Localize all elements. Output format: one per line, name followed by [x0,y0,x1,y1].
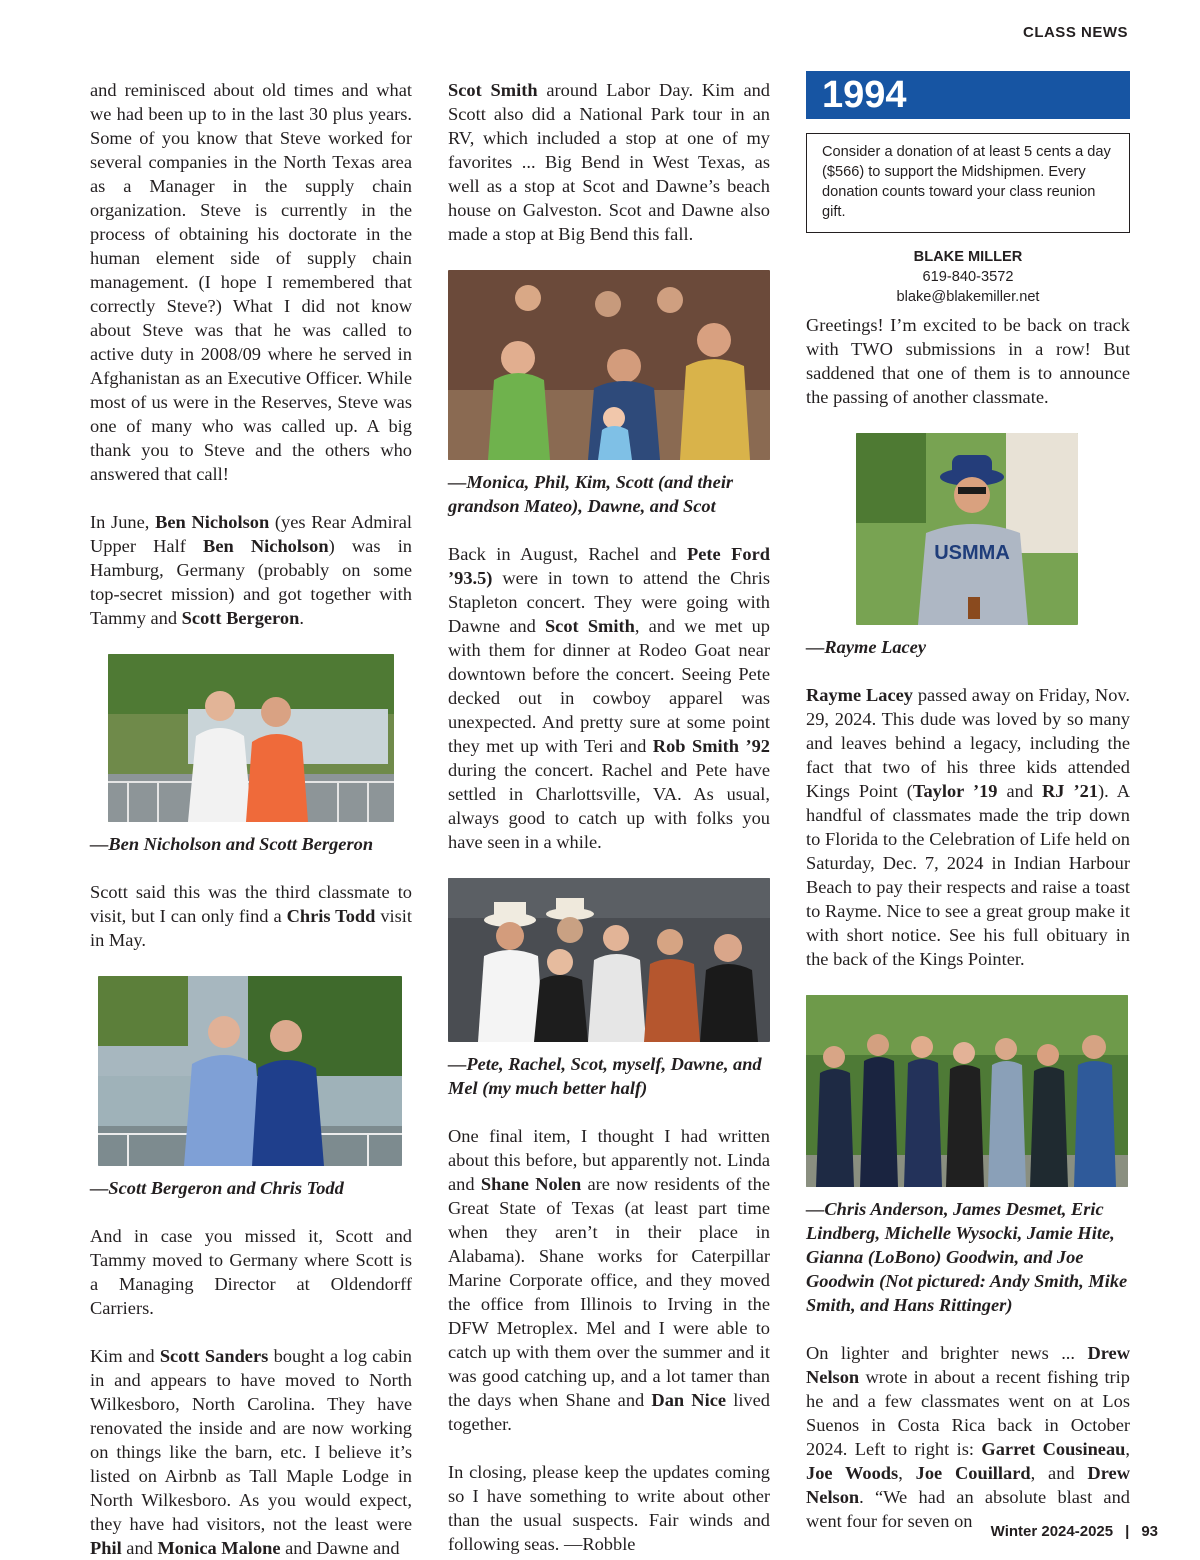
photo-caption-2: —Scott Bergeron and Chris Todd [90,1178,344,1198]
photo-concert-group [448,878,770,1042]
col1-paragraph-5: Kim and Scott Sanders bought a log cabin in and appears to have moved to North Wilkesboro, North Carolina. They have renovated the inside and are now working on things like the barn, etc. I believe it’s listed on Airbnb as Tall Maple Lodge in North Wilkesboro. As you would expect, they have had visitors, not the least were Phil and Monica Malone and Dawne and [90,1346,412,1558]
col2-paragraph-4: In closing, please keep the updates coming so I have something to write about other than the usual suspects. Fair winds and following seas. —Robble [448,1462,770,1554]
section-label: CLASS NEWS [1022,24,1128,41]
col1-paragraph-2: In June, Ben Nicholson (yes Rear Admiral Upper Half Ben Nicholson) was in Hamburg, Germany (probably on some top-secret mission) and got together with Tammy and Scott Bergeron. [90,512,413,628]
photo-nicholson-bergeron [108,654,394,822]
column-2 [448,78,770,1556]
col2-paragraph-1: Scot Smith around Labor Day. Kim and Scott also did a National Park tour in an RV, which included a stop at one of my favorites ... Big Bend in West Texas, as well as a stop at Scot and Dawne’s beach house on Galveston. Scot and Dawne also made a stop at Big Bend this fall. [448,80,770,244]
class-correspondent-contact [806,247,1130,307]
donation-notice: Consider a donation of at least 5 cents a day ($566) to support the Midshipmen. Every donation counts toward your class reunion gift. [806,133,1130,233]
col3-paragraph-2: Rayme Lacey passed away on Friday, Nov. 29, 2024. This dude was loved by so many and leaves behind a legacy, including the fact that two of his three kids attended Kings Point (Taylor ’19 and RJ ’21). A handful of classmates made the trip down to Florida to the Celebration of Life held on Saturday, Dec. 7, 2024 in Indian Harbour Beach to pay their respects and raise a toast to Rayme. Nice to see a great group make it with short notice. See his full obituary in the back of the Kings Pointer. [806,685,1131,969]
photo-caption-4: —Pete, Rachel, Scot, myself, Dawne, and Mel (my much better half) [448,1054,762,1098]
column-3 [806,71,1130,1533]
photo-caption-5: —Rayme Lacey [806,637,926,657]
photo-caption-6: —Chris Anderson, James Desmet, Eric Lindberg, Michelle Wysocki, Jamie Hite, Gianna (LoBono) Goodwin, and Joe Goodwin (Not pictured: Andy Smith, Mike Smith, and Hans Rittinger) [806,1199,1128,1315]
col2-paragraph-3: One final item, I thought I had written about this before, but apparently not. Linda and Shane Nolen are now residents of the Great State of Texas (at least part time when they aren’t in their place in Alabama). Shane works for Caterpillar Marine Corporate office, and they moved the office from Illinois to Irving in the DFW Metroplex. Mel and I were able to catch up with them over the summer and it was good catching up, and a lot tamer than the days when Shane and Dan Nice lived together. [448,1126,770,1434]
issue-label: Winter 2024-2025 [990,1523,1114,1540]
col2-paragraph-2: Back in August, Rachel and Pete Ford ’93.5) were in town to attend the Chris Stapleton concert. They were going with Dawne and Scot Smith, and we met up with them for dinner at Rodeo Goat near downtown before the concert. Seeing Pete decked out in cowboy apparel was unexpected. And pretty sure at some point they met up with Teri and Rob Smith ’92 during the concert. Rachel and Pete have settled in Charlottsville, VA. As usual, always good to catch up with folks you have seen in a while. [448,544,770,852]
page-footer [991,1523,1158,1540]
contact-phone: 619-840-3572 [922,269,1014,285]
footer-separator: | [1125,1523,1130,1540]
photo-rayme-lacey [856,433,1078,625]
photo-family-group [448,270,770,460]
column-1 [90,78,412,1560]
photo-bergeron-todd [98,976,402,1166]
page-number: 93 [1141,1523,1158,1540]
contact-email: blake@blakemiller.net [896,289,1040,305]
contact-name: BLAKE MILLER [913,249,1023,265]
col1-paragraph-4: And in case you missed it, Scott and Tammy moved to Germany where Scott is a Managing Director at Oldendorff Carriers. [90,1226,412,1318]
col1-paragraph-1: and reminisced about old times and what we had been up to in the last 30 plus years. Some of you know that Steve worked for several companies in the North Texas area as a Manager in the supply chain organization. Steve is currently in the process of obtaining his doctorate in the human element side of supply chain management. (I hope I remembered that correctly Steve?) What I did not know about Steve was that he was called to active duty in 2008/09 where he served in Afghanistan as an Executive Officer. While most of us were in the Reserves, Steve was one of many who was called up. A big thank you to Steve and the others who answered that call! [90,80,412,484]
photo-caption-3: —Monica, Phil, Kim, Scott (and their grandson Mateo), Dawne, and Scot [448,472,734,516]
col1-paragraph-3: Scott said this was the third classmate to visit, but I can only find a Chris Todd visit in May. [90,882,413,950]
col3-paragraph-3: On lighter and brighter news ... Drew Nelson wrote in about a recent fishing trip he and a few classmates went on at Los Suenos in Costa Rica back in October 2024. Left to right is: Garret Cousineau, Joe Woods, Joe Couillard, and Drew Nelson. “We had an absolute blast and went four for seven on [806,1343,1130,1531]
class-year-banner: 1994 [806,71,1130,119]
photo-caption-1: —Ben Nicholson and Scott Bergeron [90,834,374,854]
photo-shirt-text: USMMA [934,542,1010,564]
photo-celebration-group [806,995,1128,1187]
col3-paragraph-1: Greetings! I’m excited to be back on track with TWO submissions in a row! But saddened that one of them is to announce the passing of another classmate. [806,315,1130,407]
